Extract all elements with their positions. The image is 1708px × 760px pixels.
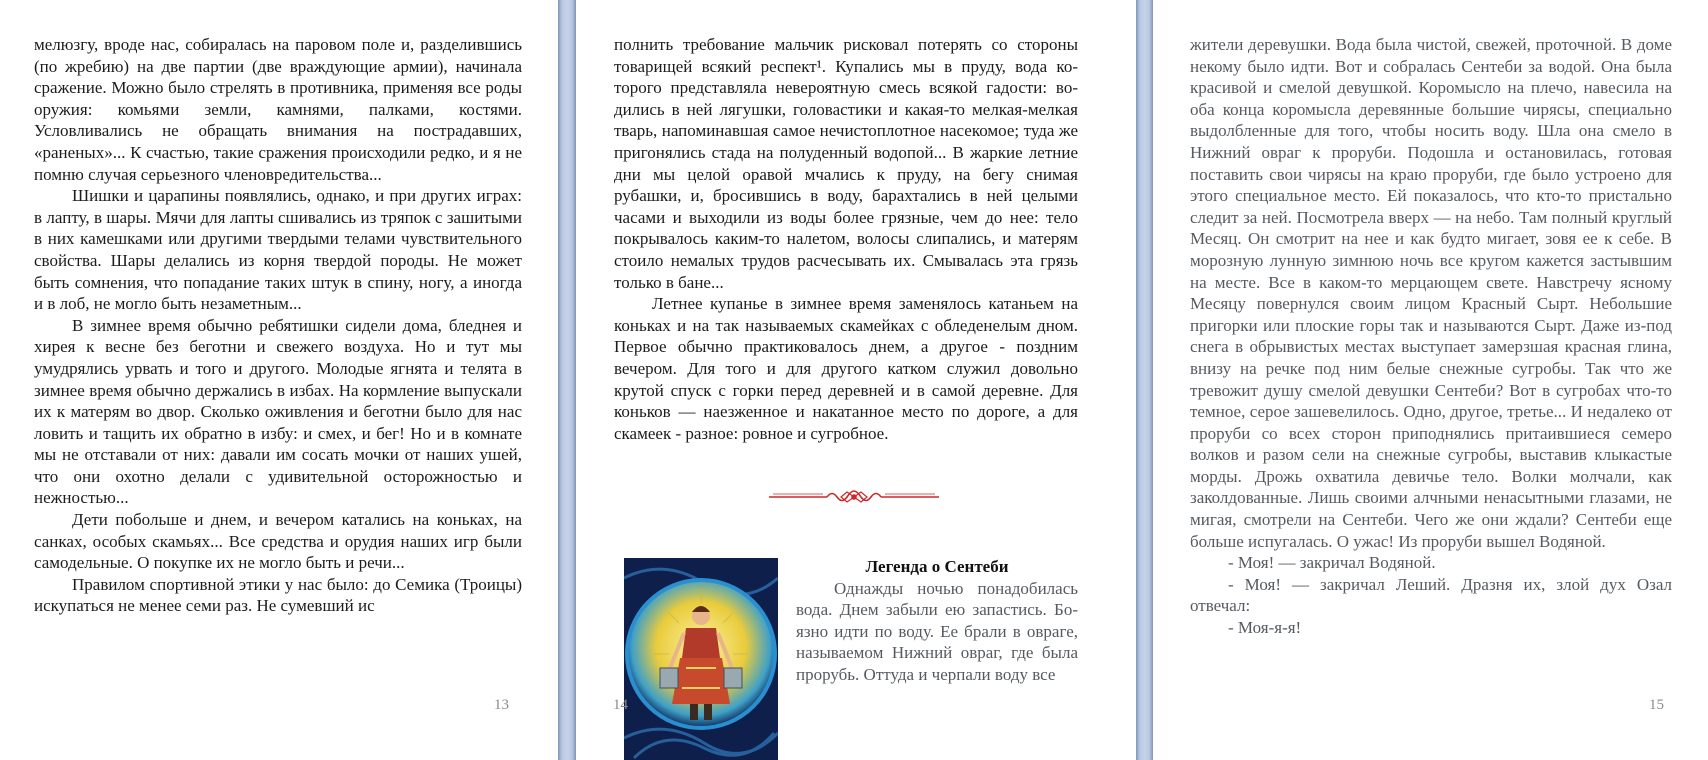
page-15: [1153, 0, 1708, 760]
paragraph: Однажды ночью понадобилась вода. Днем забыли ею запастись. Боязно идти по воду. Ее брали в овраге, называемом Нижний овраг, где была прорубь. Оттуда и черпали воду все: [796, 578, 1078, 684]
page-14: [576, 0, 1136, 760]
paragraph: жители деревушки. Вода была чистой, свежей, проточной. В доме некому было идти. Вот и собралась Сентеби за водой. Она была красивой и смелой девушкой. Коромысло на плечо, навесила на оба конца коромысла деревянные большие чирясы, специально выдолбленные для того, чтобы носить воду. Шла она смело в Нижний овраг к проруби. Подошла и остановилась, готовая поставить свои чирясы на краю проруби, где было устроено для этого специальное место. Ей показалось, что кто-то пристально следит за ней. Посмотрела вверх — на небо. Там полный круглый Месяц. Он смотрит на нее и как будто мигает, зовя ее к себе. В морозную лунную зимнюю ночь все кругом кажется застывшим на месте. Все в каком-то мерцающем свете. Навстречу ясному Месяцу повернулся своим лицом Красный Сырт. Небольшие пригорки или плоские горы так и называются Сырт. Даже из-под снега в обрывистых местах выступает замерзшая красная глина, внизу на речке под ним белые снежные сугробы. Так что же тревожит душу смелой девушки Сентеби? Вот в сугробах что-то темное, серое зашевелилось. Одно, другое, третье... И недалеко от проруби со всех сторон приподнялись притаившиеся семеро волков и разом сели на снежные сугробы, выставив клыкастые морды. Дрожь охватила девичье тело. Волки молчали, как заколдованные. Лишь своими алчными ненасытными глазами, не мигая, смотрели на Сентеби. Чего же они ждали? Сентеби еще больше испугалась. О ужас! Из проруби вышел Водяной.: [1190, 35, 1672, 551]
page-gap: [558, 0, 576, 760]
page-13-body: [34, 34, 522, 617]
page-14-body: [614, 34, 1078, 444]
paragraph: Шишки и царапины появлялись, однако, и при других играх: в лапту, в шары. Мячи для лапты сшивались из тряпок с зашитыми в них камешками или другими твердыми телами чувствительного свойства. Шары делались из корня твердой породы. Не может быть сомнения, что попадание таких штук в спину, ногу, а иногда и в лоб, не могло быть незаметным...: [34, 186, 522, 314]
paragraph: Правилом спортивной этики у нас было: до Семика (Троицы) искупаться не менее семи раз. Не сумевший ис: [34, 574, 522, 616]
ornament-divider: [769, 488, 939, 506]
page-13: [0, 0, 558, 760]
page-number: 13: [494, 697, 509, 713]
page-number: 15: [1649, 697, 1664, 713]
page-number: 14: [613, 697, 628, 713]
page-15-body: [1190, 34, 1672, 639]
dialog-line: - Моя-я-я!: [1228, 618, 1302, 638]
paragraph: полнить требование мальчик рисковал потерять со стороны товарищей всякий респект¹. Купались мы в пруду, вода которого представляла невероятную смесь всякой гадости: водились в ней лягушки, головастики и какая-то мелкая-мелкая тварь, напоминавшая самое нечистоплотное насекомое; туда же пригонялись стада на полуденный водопой... В жаркие летние дни мы целой оравой мчались к пруду, на бегу снимая рубашки, и, бросившись в воду, барахтались в ней целыми часами и выходили из воды более грязные, чем до нее: тело покрывалось каким-то налетом, волосы слипались, и матерям стоило немалых трудов расчесывать их. Смывалась эта грязь только в бане...: [614, 35, 1078, 292]
page-gap: [1136, 0, 1153, 760]
legend-section: [796, 556, 1078, 686]
dialog-line: - Моя! — закричал Водяной.: [1228, 553, 1436, 573]
paragraph: Дети побольше и днем, и вечером катались на коньках, на санках, особых скамьях... Все средства и орудия наших игр были самодельные. О покупке их не могло быть и речи...: [34, 510, 522, 573]
legend-title: Легенда о Сентеби: [865, 557, 1009, 576]
dialog-line: - Моя! — закричал Леший. Дразня их, злой дух Озал отвечал:: [1190, 574, 1672, 616]
paragraph: мелюзгу, вроде нас, собиралась на паровом поле и, разделившись (по жребию) на две партии (две враждующие армии), начинала сражение. Можно было стрелять в противника, применяя все роды оружия: комьями земли, камнями, палками, костями. Условливались не обращать внимания на пострадавших, «раненых»... К счастью, такие сражения происходили редко, и я не помню случая серьезного членовредительства...: [34, 35, 522, 184]
legend-illustration: [624, 558, 778, 760]
paragraph: В зимнее время обычно ребятишки сидели дома, бледнея и хирея к весне без беготни и свежего воздуха. Но и тут мы умудрялись урвать и того и другого. Молодые ягнята и телята в зимнее время обычно держались в избах. На кормление выпускали их к матерям во двор. Сколько оживления и беготни было для нас ловить и тащить их обратно в избу: и смех, и бег! Но и в комнате мы не отставали от них: давали им сосать мочки от наших ушей, что они охотно делали с удивительной осторожностью и нежностью...: [34, 315, 522, 508]
paragraph: Летнее купанье в зимнее время заменялось катаньем на коньках и на так называемых скамейках с обледенелым дном. Первое обычно практиковалось днем, а другое - поздним вечером. Для того и для другого катком служил довольно крутой спуск с горки перед деревней и в самой деревне. Для коньков — наезженное и накатанное место по дороге, а для скамеек - разное: ровное и сугробное.: [614, 294, 1078, 443]
